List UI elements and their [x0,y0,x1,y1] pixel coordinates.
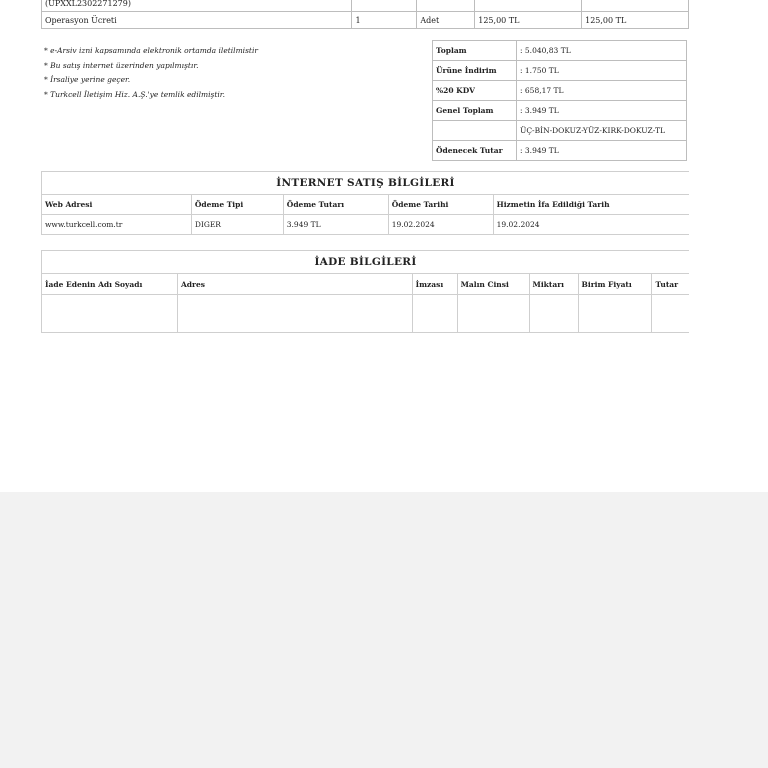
totals-row [433,61,687,81]
table-header-row [42,274,690,295]
totals-label: Ürüne İndirim [433,61,517,81]
item-quantity [352,0,417,12]
table-row [42,12,689,29]
totals-row [433,41,687,61]
totals-label: Genel Toplam [433,101,517,121]
column-header: Hizmetin İfa Edildiği Tarih [493,195,689,215]
column-header: Web Adresi [42,195,192,215]
item-description: (UPXXL2302271279) [42,0,352,12]
section-title: İADE BİLGİLERİ [41,250,689,274]
empty-cell [177,295,412,333]
item-total: 125,00 TL [582,12,689,29]
totals-value: : 3.949 TL [517,101,687,121]
item-unit [417,0,475,12]
web-address: www.turkcell.com.tr [42,215,192,235]
column-header: Malın Cinsi [457,274,529,295]
payment-amount: 3.949 TL [283,215,388,235]
totals-value: : 5.040,83 TL [517,41,687,61]
note-line: * İrsaliye yerine geçer. [44,75,131,84]
note-line: * e-Arsiv izni kapsamında elektronik ortamda iletilmistir [44,46,258,55]
internet-sales-section [41,171,689,235]
table-row [42,215,690,235]
empty-cell [578,295,652,333]
empty-cell [412,295,457,333]
service-date: 19.02.2024 [493,215,689,235]
empty-cell [42,295,178,333]
item-unit-price [475,0,582,12]
empty-cell [529,295,578,333]
table-row [42,0,689,12]
totals-value: : 658,17 TL [517,81,687,101]
section-title: İNTERNET SATIŞ BİLGİLERİ [41,171,689,195]
totals-label [433,121,517,141]
totals-label: Ödenecek Tutar [433,141,517,161]
payment-date: 19.02.2024 [388,215,493,235]
totals-label: Toplam [433,41,517,61]
item-quantity: 1 [352,12,417,29]
returns-section [41,250,689,333]
table-row [42,295,690,333]
column-header: Adres [177,274,412,295]
column-header: Birim Fiyatı [578,274,652,295]
amount-in-words: ÜÇ-BİN-DOKUZ-YÜZ-KIRK-DOKUZ-TL [517,121,687,141]
totals-row [433,101,687,121]
note-line: * Turkcell İletişim Hiz. A.Ş.'ye temlik edilmiştir. [44,89,225,99]
totals-row [433,81,687,101]
column-header: İade Edenin Adı Soyadı [42,274,178,295]
totals-table [432,40,687,161]
item-total [582,0,689,12]
line-items-table [41,0,689,29]
item-unit: Adet [417,12,475,29]
internet-sales-table [41,195,689,235]
column-header: Ödeme Tutarı [283,195,388,215]
column-header: Tutar [652,274,689,295]
empty-cell [457,295,529,333]
item-unit-price: 125,00 TL [475,12,582,29]
table-header-row [42,195,690,215]
column-header: İmzası [412,274,457,295]
item-description: Operasyon Ücreti [42,12,352,29]
totals-label: %20 KDV [433,81,517,101]
column-header: Ödeme Tarihi [388,195,493,215]
note-line: * Bu satış internet üzerinden yapılmıştır. [44,60,199,70]
totals-row [433,141,687,161]
totals-value: : 1.750 TL [517,61,687,81]
invoice-notes [44,44,258,102]
returns-table [41,274,689,333]
totals-row [433,121,687,141]
payment-type: DIGER [191,215,283,235]
empty-cell [652,295,689,333]
column-header: Ödeme Tipi [191,195,283,215]
totals-value: : 3.949 TL [517,141,687,161]
column-header: Miktarı [529,274,578,295]
